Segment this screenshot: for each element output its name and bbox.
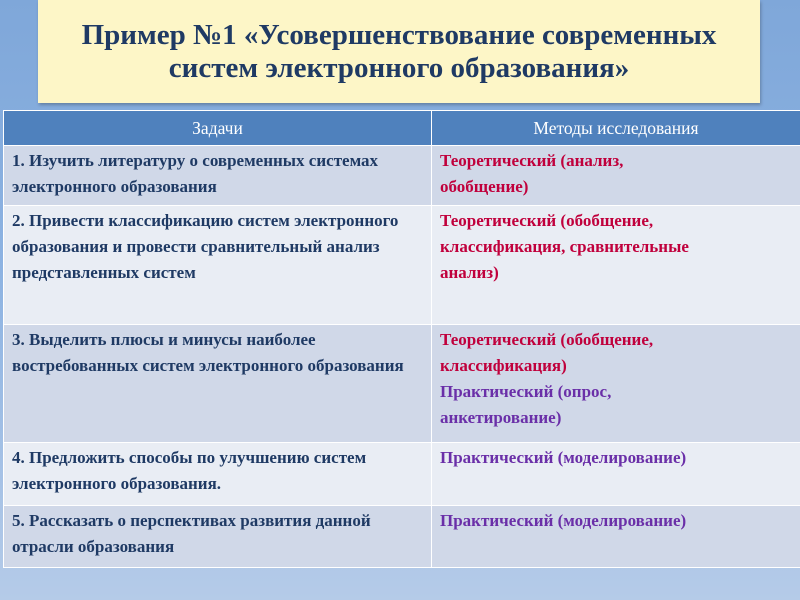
methods-cell: [432, 146, 800, 206]
tasks-methods-table: [3, 110, 800, 568]
task-cell: 3. Выделить плюсы и минусы наиболее востребованных систем электронного образования: [4, 325, 432, 443]
table-row: [4, 443, 800, 506]
method-text: Теоретический (обобщение, классификация): [440, 330, 654, 375]
method-text: Теоретический (обобщение, классификация, сравнительные анализ): [440, 211, 689, 282]
methods-cell: [432, 506, 800, 568]
methods-cell: [432, 325, 800, 443]
tasks-methods-table-wrapper: [3, 110, 800, 600]
table-row: [4, 506, 800, 568]
header-methods: Методы исследования: [432, 111, 800, 146]
table-row: [4, 206, 800, 325]
methods-cell: [432, 443, 800, 506]
method-text: Практический (моделирование): [440, 448, 687, 467]
method-text: Практический (моделирование): [440, 511, 687, 530]
task-cell: 5. Рассказать о перспективах развития данной отрасли образования: [4, 506, 432, 568]
table-row: [4, 146, 800, 206]
task-cell: 2. Привести классификацию систем электронного образования и провести сравнительный анализ представленных систем: [4, 206, 432, 325]
table-row: [4, 325, 800, 443]
method-text: Практический (опрос, анкетирование): [440, 382, 612, 427]
title-box: [38, 0, 760, 103]
slide-title: Пример №1 «Усовершенствование современных систем электронного образования»: [81, 19, 717, 84]
task-cell: 4. Предложить способы по улучшению систем электронного образования.: [4, 443, 432, 506]
header-tasks: Задачи: [4, 111, 432, 146]
table-header-row: [4, 111, 800, 146]
task-cell: 1. Изучить литературу о современных системах электронного образования: [4, 146, 432, 206]
method-text: Теоретический (анализ, обобщение): [440, 151, 624, 196]
methods-cell: [432, 206, 800, 325]
